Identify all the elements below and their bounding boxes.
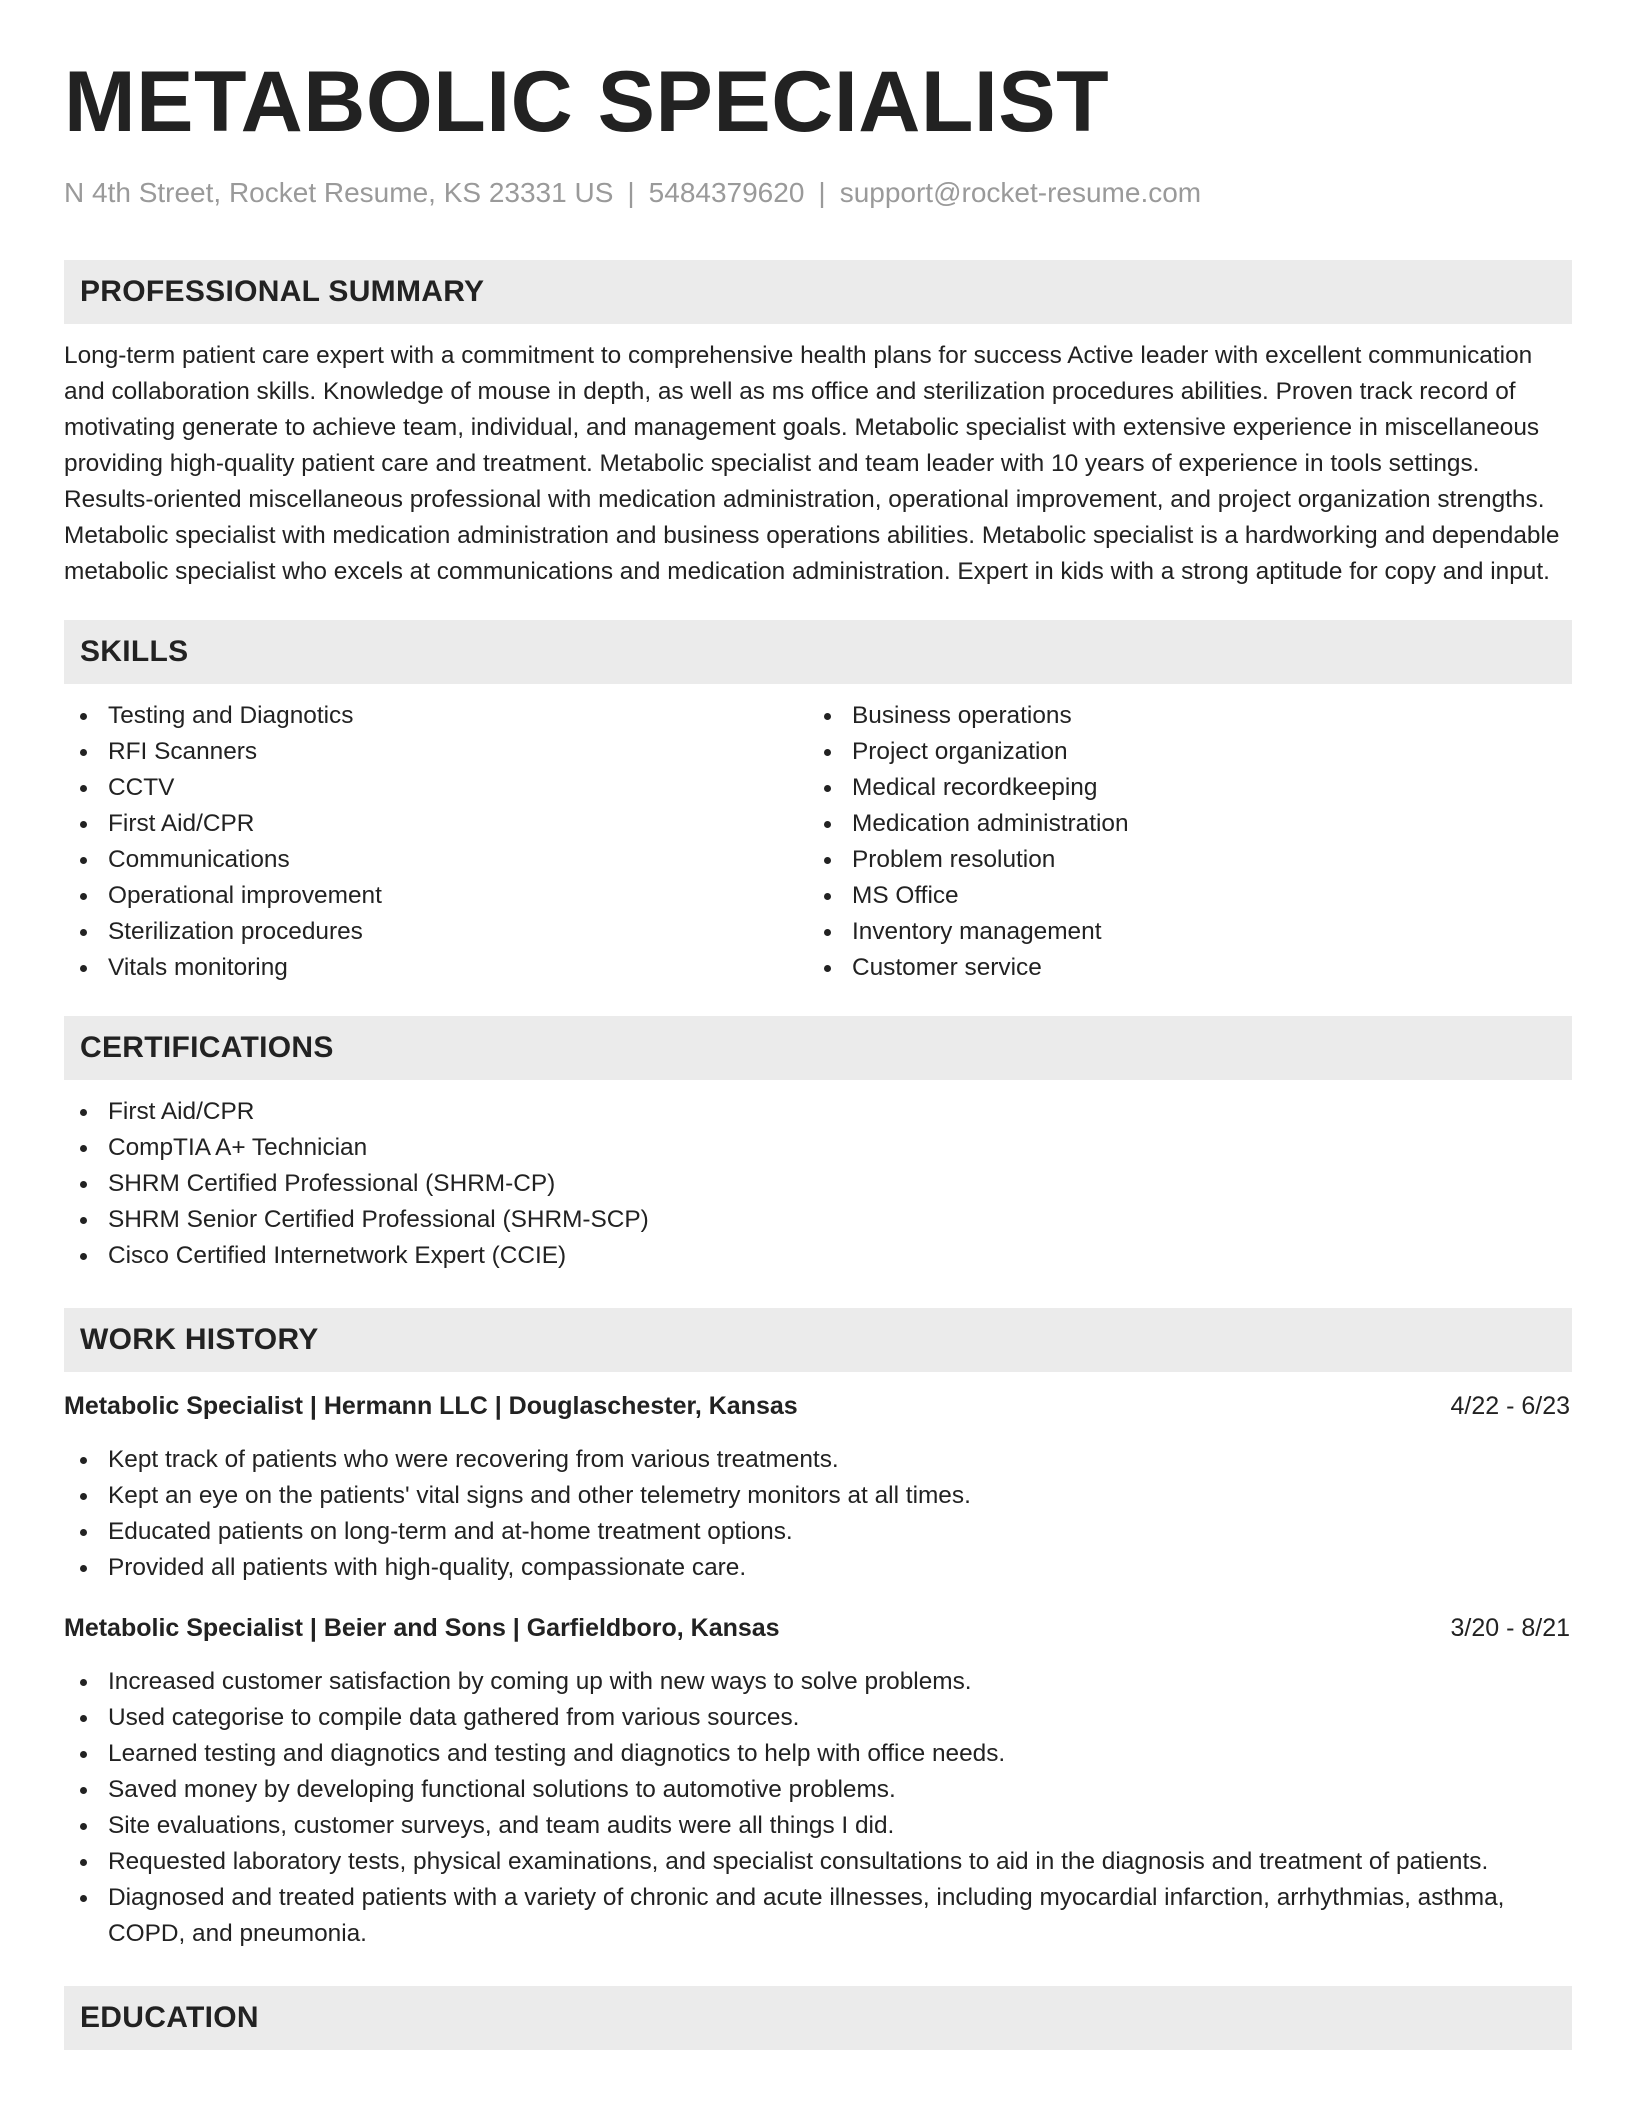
certifications-list — [64, 1094, 1572, 1274]
section-header-skills — [64, 620, 1572, 684]
section-title: WORK HISTORY — [80, 1323, 319, 1356]
section-title: CERTIFICATIONS — [80, 1031, 334, 1064]
section-header-certifications — [64, 1016, 1572, 1080]
job-bullet: Site evaluations, customer surveys, and team audits were all things I did. — [64, 1808, 1572, 1844]
skill-item: Testing and Diagnotics — [64, 698, 808, 734]
resume-page — [64, 0, 1572, 2050]
job-bullet: Kept track of patients who were recovering from various treatments. — [64, 1442, 1572, 1478]
job-header — [64, 1388, 1572, 1424]
job-bullet: Kept an eye on the patients' vital signs and other telemetry monitors at all times. — [64, 1478, 1572, 1514]
skill-item: Inventory management — [808, 914, 1552, 950]
contact-address: N 4th Street, Rocket Resume, KS 23331 US — [64, 177, 614, 208]
skills-list — [64, 698, 1572, 986]
skill-item: Project organization — [808, 734, 1552, 770]
job-entry — [64, 1388, 1572, 1586]
job-title: Metabolic Specialist | Beier and Sons | Garfieldboro, Kansas — [64, 1614, 780, 1642]
contact-phone: 5484379620 — [648, 177, 805, 208]
job-bullet: Educated patients on long-term and at-home treatment options. — [64, 1514, 1572, 1550]
skill-item: MS Office — [808, 878, 1552, 914]
job-bullet: Used categorise to compile data gathered from various sources. — [64, 1700, 1572, 1736]
skill-item: Sterilization procedures — [64, 914, 808, 950]
job-dates: 3/20 - 8/21 — [1450, 1614, 1570, 1642]
job-header — [64, 1610, 1572, 1646]
job-bullet: Saved money by developing functional solutions to automotive problems. — [64, 1772, 1572, 1808]
job-bullets — [64, 1664, 1572, 1952]
section-header-education — [64, 1986, 1572, 2050]
certification-item: First Aid/CPR — [64, 1094, 1572, 1130]
contact-line — [64, 176, 1572, 210]
contact-separator: | — [818, 177, 826, 208]
job-bullet: Provided all patients with high-quality, compassionate care. — [64, 1550, 1572, 1586]
certification-item: Cisco Certified Internetwork Expert (CCIE) — [64, 1238, 1572, 1274]
skill-item: Communications — [64, 842, 808, 878]
job-dates: 4/22 - 6/23 — [1450, 1392, 1570, 1420]
section-title: SKILLS — [80, 635, 189, 668]
skill-item: Medication administration — [808, 806, 1552, 842]
skill-item: Problem resolution — [808, 842, 1552, 878]
skill-item: CCTV — [64, 770, 808, 806]
section-title: EDUCATION — [80, 2001, 259, 2034]
job-bullet: Requested laboratory tests, physical examinations, and specialist consultations to aid in the diagnosis and treatment of patients. — [64, 1844, 1572, 1880]
skill-item: Business operations — [808, 698, 1552, 734]
job-bullets — [64, 1442, 1572, 1586]
skill-item: Vitals monitoring — [64, 950, 808, 986]
section-title: PROFESSIONAL SUMMARY — [80, 275, 485, 308]
section-header-work-history — [64, 1308, 1572, 1372]
job-title: Metabolic Specialist | Hermann LLC | Douglaschester, Kansas — [64, 1392, 798, 1420]
skill-item: Medical recordkeeping — [808, 770, 1552, 806]
skill-item: RFI Scanners — [64, 734, 808, 770]
section-header-summary — [64, 260, 1572, 324]
skills-column-right — [808, 698, 1552, 986]
job-bullet: Increased customer satisfaction by coming up with new ways to solve problems. — [64, 1664, 1572, 1700]
contact-email: support@rocket-resume.com — [839, 177, 1202, 208]
certification-item: SHRM Certified Professional (SHRM-CP) — [64, 1166, 1572, 1202]
skill-item: Operational improvement — [64, 878, 808, 914]
job-bullet: Learned testing and diagnotics and testing and diagnotics to help with office needs. — [64, 1736, 1572, 1772]
skill-item: Customer service — [808, 950, 1552, 986]
summary-text: Long-term patient care expert with a commitment to comprehensive health plans for success Active leader with excellent communication and collaboration skills. Knowledge of mouse in depth, as well as ms office and sterilization procedures abilities. Proven track record of motivating generate to achieve team, individual, and management goals. Metabolic specialist with extensive experience in miscellaneous providing high-quality patient care and treatment. Metabolic specialist and team leader with 10 years of experience in tools settings. Results-oriented miscellaneous professional with medication administration, operational improvement, and project organization strengths. Metabolic specialist with medication administration and business operations abilities. Metabolic specialist is a hardworking and dependable metabolic specialist who excels at communications and medication administration. Expert in kids with a strong aptitude for copy and input. — [64, 342, 1560, 585]
job-bullet: Diagnosed and treated patients with a variety of chronic and acute illnesses, including myocardial infarction, arrhythmias, asthma, COPD, and pneumonia. — [64, 1880, 1572, 1952]
certification-item: SHRM Senior Certified Professional (SHRM-SCP) — [64, 1202, 1572, 1238]
resume-name: METABOLIC SPECIALIST — [64, 54, 1110, 150]
job-entry — [64, 1610, 1572, 1952]
skills-column-left — [64, 698, 808, 986]
contact-separator: | — [627, 177, 635, 208]
certification-item: CompTIA A+ Technician — [64, 1130, 1572, 1166]
skill-item: First Aid/CPR — [64, 806, 808, 842]
